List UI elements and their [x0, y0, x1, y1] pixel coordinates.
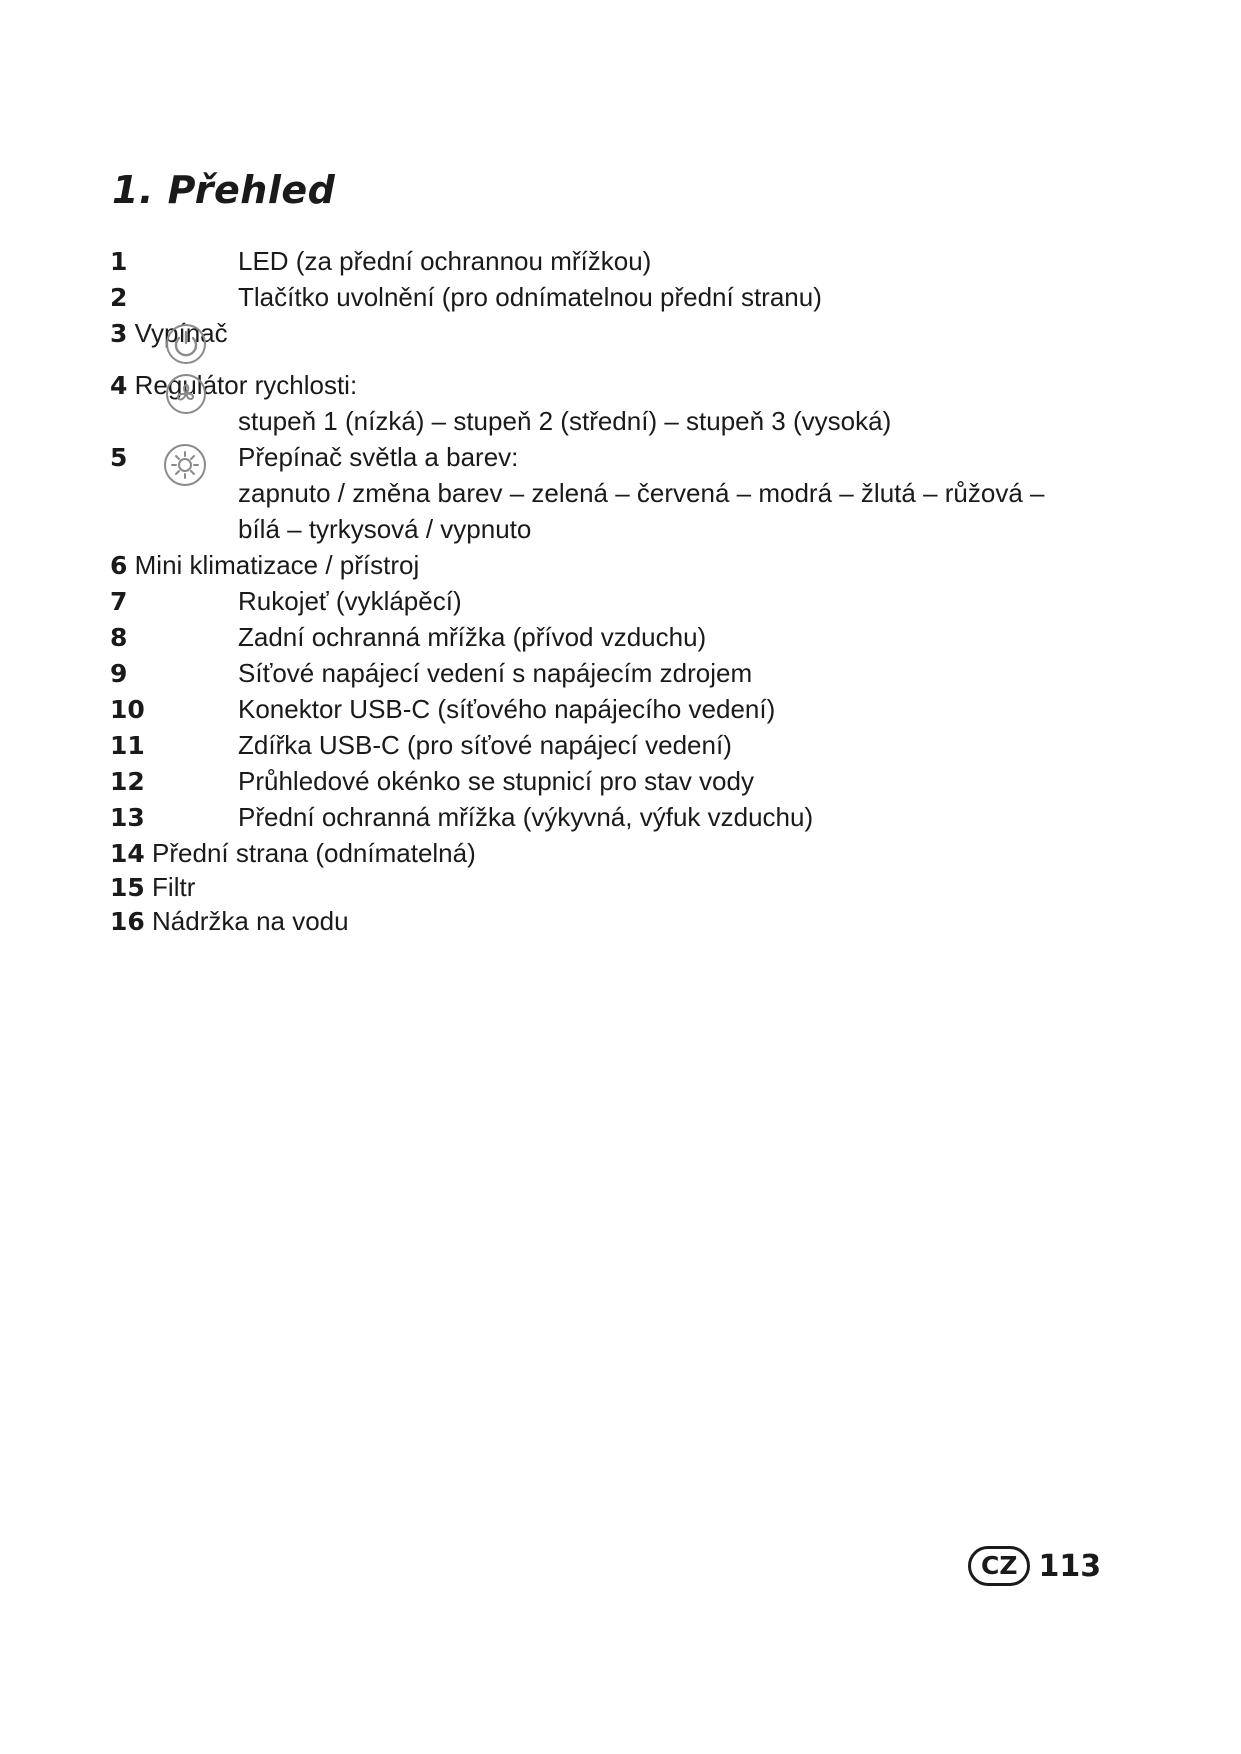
list-item: [110, 658, 127, 689]
item-text: Nádržka na vodu: [152, 906, 349, 936]
power-button-icon: [164, 322, 208, 366]
item-text: Rukojeť (vyklápěcí): [238, 586, 462, 616]
item-subtext: stupeň 1 (nízká) – stupeň 2 (střední) – stupeň 3 (vysoká): [238, 406, 892, 436]
item-number: 2: [110, 283, 128, 312]
item-number: 3: [110, 319, 128, 348]
item-number: 5: [110, 443, 128, 472]
item-text: Zdířka USB-C (pro síťové napájecí vedení): [238, 730, 732, 760]
item-number: 11: [110, 731, 145, 760]
item-text: Tlačítko uvolnění (pro odnímatelnou přední stranu): [238, 282, 822, 312]
list-item: [110, 282, 127, 313]
item-text: Filtr: [152, 872, 196, 902]
item-text: Zadní ochranná mřížka (přívod vzduchu): [238, 622, 707, 652]
item-text: Vypínač: [134, 318, 228, 348]
item-text: Mini klimatizace / přístroj: [134, 550, 420, 580]
list-item: [110, 802, 145, 833]
list-item: [110, 246, 127, 277]
list-item: [110, 622, 127, 653]
item-number: 12: [110, 767, 145, 796]
item-number: 8: [110, 623, 128, 652]
item-number: 13: [110, 803, 145, 832]
item-text: Přepínač světla a barev:: [238, 442, 519, 472]
item-text: Síťové napájecí vedení s napájecím zdrojem: [238, 658, 753, 688]
item-text: LED (za přední ochrannou mřížkou): [238, 246, 652, 276]
list-item: [110, 766, 145, 797]
item-number: 1: [110, 247, 128, 276]
page-title: 1. Přehled: [112, 168, 336, 212]
list-item: [110, 730, 145, 761]
list-item: [110, 694, 145, 725]
item-text: Konektor USB-C (síťového napájecího vedení): [238, 694, 776, 724]
fan-speed-icon: [164, 372, 208, 416]
item-number: 10: [110, 695, 145, 724]
list-item: [110, 370, 357, 401]
item-number: 9: [110, 659, 128, 688]
item-text: Průhledové okénko se stupnicí pro stav vody: [238, 766, 754, 796]
item-text: Regulátor rychlosti:: [134, 370, 358, 400]
item-text: Přední strana (odnímatelná): [152, 838, 476, 868]
list-item: [110, 872, 195, 903]
list-item: [110, 550, 419, 581]
list-item: [110, 906, 349, 937]
item-number: 15: [110, 873, 145, 902]
item-text: Přední ochranná mřížka (výkyvná, výfuk vzduchu): [238, 802, 814, 832]
item-number: 4: [110, 371, 128, 400]
item-subtext: zapnuto / změna barev – zelená – červená – modrá – žlutá – růžová –: [238, 478, 1045, 508]
item-subtext: bílá – tyrkysová / vypnuto: [238, 514, 532, 544]
item-number: 16: [110, 907, 145, 936]
language-badge: CZ: [968, 1546, 1030, 1586]
light-color-icon: [162, 442, 208, 488]
page-number: 113: [1038, 1548, 1102, 1584]
page-footer: [968, 1546, 1101, 1586]
list-item: [110, 838, 476, 869]
list-item: [110, 442, 127, 473]
list-item: [110, 586, 127, 617]
item-number: 7: [110, 587, 128, 616]
item-number: 14: [110, 839, 145, 868]
item-number: 6: [110, 551, 128, 580]
